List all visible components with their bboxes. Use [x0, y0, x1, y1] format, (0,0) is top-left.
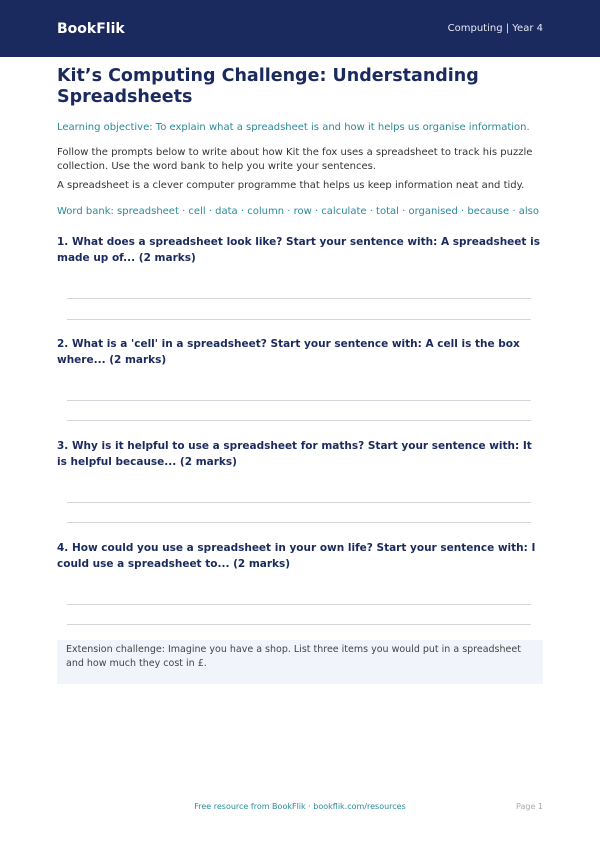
answer-line[interactable] [67, 319, 531, 320]
page-number: Page 1 [516, 802, 543, 811]
answer-line[interactable] [67, 298, 531, 299]
page-title: Kit’s Computing Challenge: Understanding Spreadsheets [57, 66, 479, 107]
question-4: 4. How could you use a spreadsheet in your own life? Start your sentence with: I could use a spreadsheet to... (2 marks) [57, 542, 536, 570]
question-2: 2. What is a 'cell' in a spreadsheet? Start your sentence with: A cell is the box where... (2 marks) [57, 338, 520, 366]
intro-text: Follow the prompts below to write about how Kit the fox uses a spreadsheet to track his puzzle collection. Use the word bank to help you write your sentences. [57, 147, 533, 172]
answer-line[interactable] [67, 604, 531, 605]
extension-challenge: Extension challenge: Imagine you have a shop. List three items you would put in a spreadsheet and how much they cost in £. [57, 640, 543, 684]
answer-line[interactable] [67, 400, 531, 401]
subject-label: Computing | Year 4 [447, 23, 543, 34]
brand-logo: BookFlik [57, 20, 125, 37]
footer-source-link[interactable]: Free resource from BookFlik · bookflik.com/resources [194, 802, 406, 811]
word-bank: Word bank: spreadsheet · cell · data · column · row · calculate · total · organised · because · also [57, 206, 539, 217]
header-bar [0, 0, 600, 57]
definition-text: A spreadsheet is a clever computer programme that helps us keep information neat and tidy. [57, 180, 525, 191]
answer-line[interactable] [67, 420, 531, 421]
question-1: 1. What does a spreadsheet look like? Start your sentence with: A spreadsheet is made up of... (2 marks) [57, 236, 540, 264]
answer-line[interactable] [67, 502, 531, 503]
question-3: 3. Why is it helpful to use a spreadsheet for maths? Start your sentence with: It is helpful because... (2 marks) [57, 440, 532, 468]
answer-line[interactable] [67, 624, 531, 625]
learning-objective: Learning objective: To explain what a spreadsheet is and how it helps us organise information. [57, 122, 530, 133]
answer-line[interactable] [67, 522, 531, 523]
